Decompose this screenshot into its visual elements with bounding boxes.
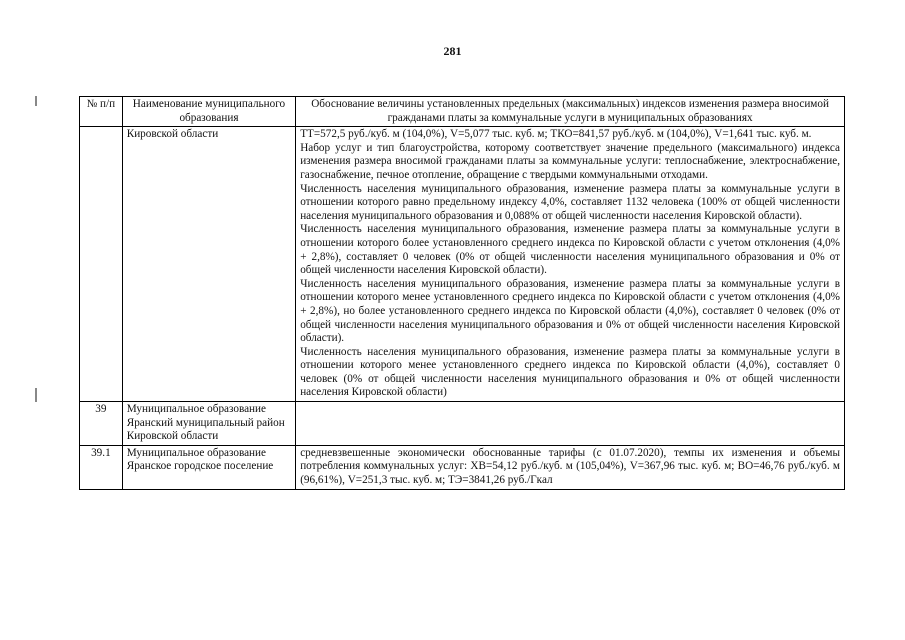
row-num xyxy=(80,127,123,402)
row-name: Муниципальное образование Яранское городское поселение xyxy=(122,445,295,489)
header-num: № п/п xyxy=(80,97,123,127)
basis-paragraph: Численность населения муниципального образования, изменение размера платы за коммунальные услуги в отношении которого равно предельному индексу 4,0%, составляет 1132 человека (100% от общей численности населения муниципального образования и 0,088% от общей численности населения Кировской области). xyxy=(300,182,840,222)
basis-paragraph: Численность населения муниципального образования, изменение размера платы за коммунальные услуги в отношении которого более установленного среднего индекса по Кировской области с учетом отклонения (4,0% + 2,8%), составляет 0 человек (0% от общей численности населения муниципального образования и 0% от общей численности населения Кировской области). xyxy=(300,223,840,277)
basis-paragraph: Численность населения муниципального образования, изменение размера платы за коммунальные услуги в отношении которого менее установленного среднего индекса по Кировской области (4,0%), составляет 0 человек (0% от общей численности населения муниципального образования и 0% от общей численности населения Кировской области) xyxy=(300,345,840,399)
row-basis xyxy=(296,127,845,402)
tariff-table xyxy=(79,96,845,490)
margin-mark xyxy=(35,388,37,402)
table-row xyxy=(80,127,845,402)
page-number: 281 xyxy=(443,44,462,58)
table-row xyxy=(80,445,845,489)
row-num: 39.1 xyxy=(80,445,123,489)
header-row xyxy=(80,97,845,127)
row-basis xyxy=(296,402,845,446)
table-row xyxy=(80,402,845,446)
row-name: Муниципальное образование Яранский муниципальный район Кировской области xyxy=(122,402,295,446)
row-num: 39 xyxy=(80,402,123,446)
header-basis: Обоснование величины установленных предельных (максимальных) индексов изменения размера вносимой гражданами платы за коммунальные услуги в муниципальных образованиях xyxy=(296,97,845,127)
header-name: Наименование муниципального образования xyxy=(122,97,295,127)
basis-paragraph: Набор услуг и тип благоустройства, которому соответствует значение предельного (максимального) индекса изменения размера вносимой гражданами платы за коммунальные услуги: теплоснабжение, электроснабжение, газоснабжение, печное отопление, обращение с твердыми коммунальными отходами. xyxy=(300,141,840,181)
basis-paragraph: ТТ=572,5 руб./куб. м (104,0%), V=5,077 тыс. куб. м; ТКО=841,57 руб./куб. м (104,0%), V=1,641 тыс. куб. м. xyxy=(300,128,812,141)
margin-mark xyxy=(35,96,37,106)
basis-paragraph: средневзвешенные экономически обоснованные тарифы (с 01.07.2020), темпы их изменения и объемы потребления коммунальных услуг: ХВ=54,12 руб./куб. м (105,04%), V=367,96 тыс. куб. м; ВО=46,76 руб./куб. м (96,61%), V=251,3 тыс. куб. м; ТЭ=3841,26 руб./Гкал xyxy=(300,446,840,487)
basis-paragraph: Численность населения муниципального образования, изменение размера платы за коммунальные услуги в отношении которого менее установленного среднего индекса по Кировской области с учетом отклонения (4,0% + 2,8%), но более установленного среднего индекса по Кировской области (4,0%), составляет 0 человек (0% от общей численности населения муниципального образования и 0% от общей численности населения Кировской области). xyxy=(300,277,840,345)
row-name: Кировской области xyxy=(122,127,295,402)
row-basis xyxy=(296,445,845,489)
